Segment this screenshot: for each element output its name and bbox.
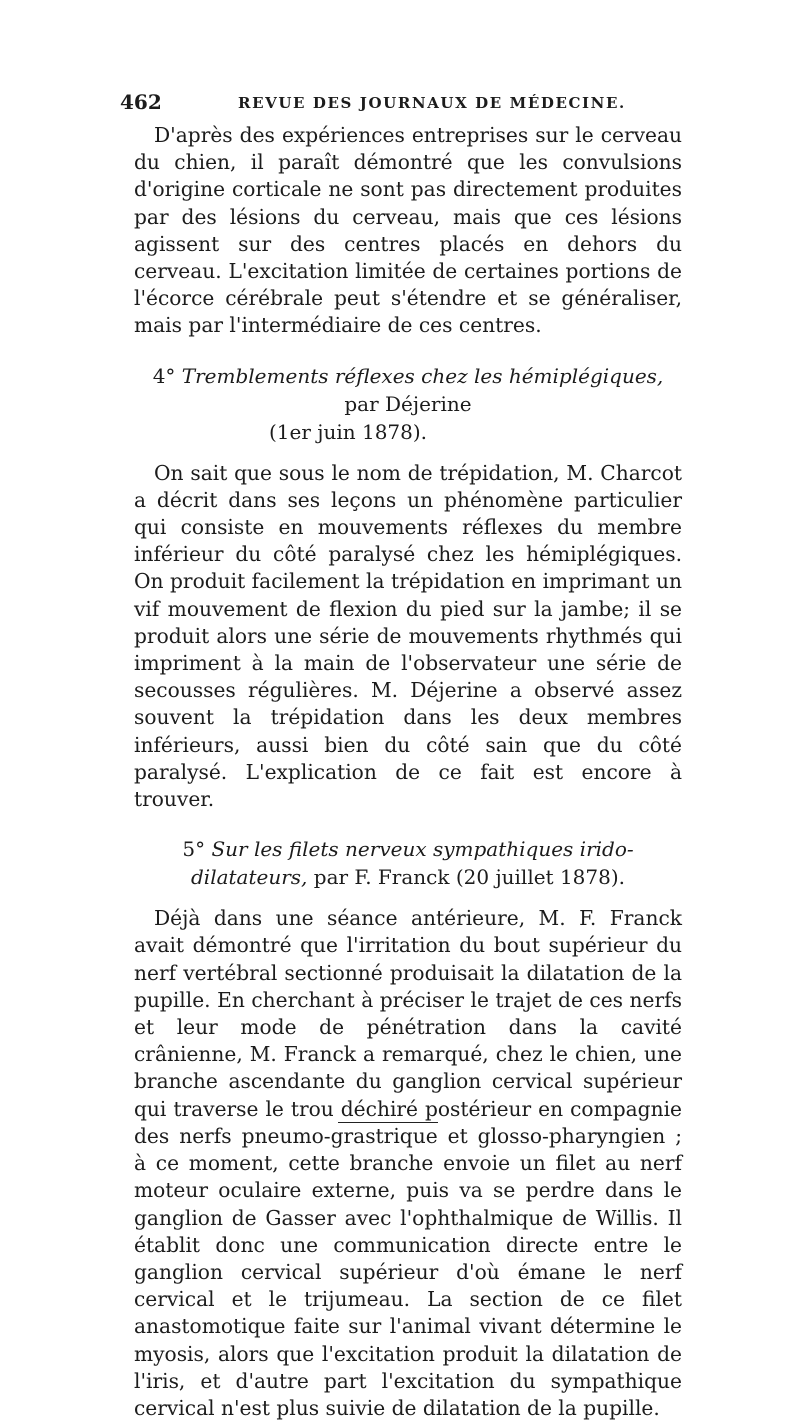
page-header — [120, 90, 680, 116]
section-4-title: Tremblements réflexes chez les hémiplégiques, — [181, 363, 664, 388]
section-5-body: Déjà dans une séance antérieure, M. F. Franck avait démontré que l'irritation du bout supérieur du nerf vertébral sectionné produisait la dilatation de la pupille. En cherchant à préciser le trajet de ces nerfs et leur mode de pénétration dans la cavité crânienne, M. Franck a remarqué, chez le chien, une branche ascendante du ganglion cervical supérieur qui traverse le trou déchiré postérieur en compagnie des nerfs pneumo-grastrique et glosso-pharyngien ; à ce moment, cette branche envoie un filet au nerf moteur oculaire externe, puis va se perdre dans le ganglion de Gasser avec l'ophthalmique de Willis. Il établit donc une communication directe entre le ganglion cervical supérieur d'où émane le nerf cervical et le trijumeau. La section de ce filet anastomotique faite sur l'animal vivant détermine le myosis, alors que l'excitation produit la dilatation de l'iris, et d'autre part l'excitation du sympathique cervical n'est plus suivie de dilatation de la pupille. — [134, 906, 682, 1420]
page-body — [134, 122, 682, 1422]
section-4-heading — [134, 362, 682, 446]
section-5-date: (20 juillet 1878). — [455, 865, 625, 890]
section-4-body: On sait que sous le nom de trépidation, M. Charcot a décrit dans ses leçons un phénomène particulier qui consiste en mouvements réflexes du membre inférieur du côté paralysé chez les hémiplégiques. On produit facilement la trépidation en imprimant un vif mouvement de flexion du pied sur la jambe; il se produit alors une série de mouvements rhythmés qui impriment à la main de l'observateur une série de secousses régulières. M. Déjerine a observé assez souvent la trépidation dans les deux membres inférieurs, aussi bien du côté sain que du côté paralysé. L'explication de ce fait est encore à trouver. — [134, 460, 682, 812]
paragraph-cortical-convulsions: D'après des expériences entreprises sur le cerveau du chien, il paraît démontré que les convulsions d'origine corticale ne sont pas directement produites par des lésions du cerveau, mais que ces lésions agissent sur des centres placés en dehors du cerveau. L'excitation limitée de certaines portions de l'écorce cérébrale peut s'étendre et se généraliser, mais par l'intermédiaire de ces centres. — [134, 123, 682, 338]
section-4-date: (1er juin 1878). — [268, 419, 428, 444]
page-number: 462 — [120, 90, 162, 114]
running-title: REVUE DES JOURNAUX DE MÉDECINE. — [238, 94, 626, 112]
section-5-byline: par F. Franck — [313, 865, 450, 890]
section-5-title: Sur les filets nerveux sympathiques irido-dilatateurs, — [191, 837, 634, 890]
section-5-heading — [134, 835, 682, 891]
section-5-number: 5° — [182, 837, 206, 862]
section-4-byline: par Déjerine — [344, 391, 472, 416]
section-4-number: 4° — [152, 363, 176, 388]
closing-rule — [338, 1122, 438, 1123]
